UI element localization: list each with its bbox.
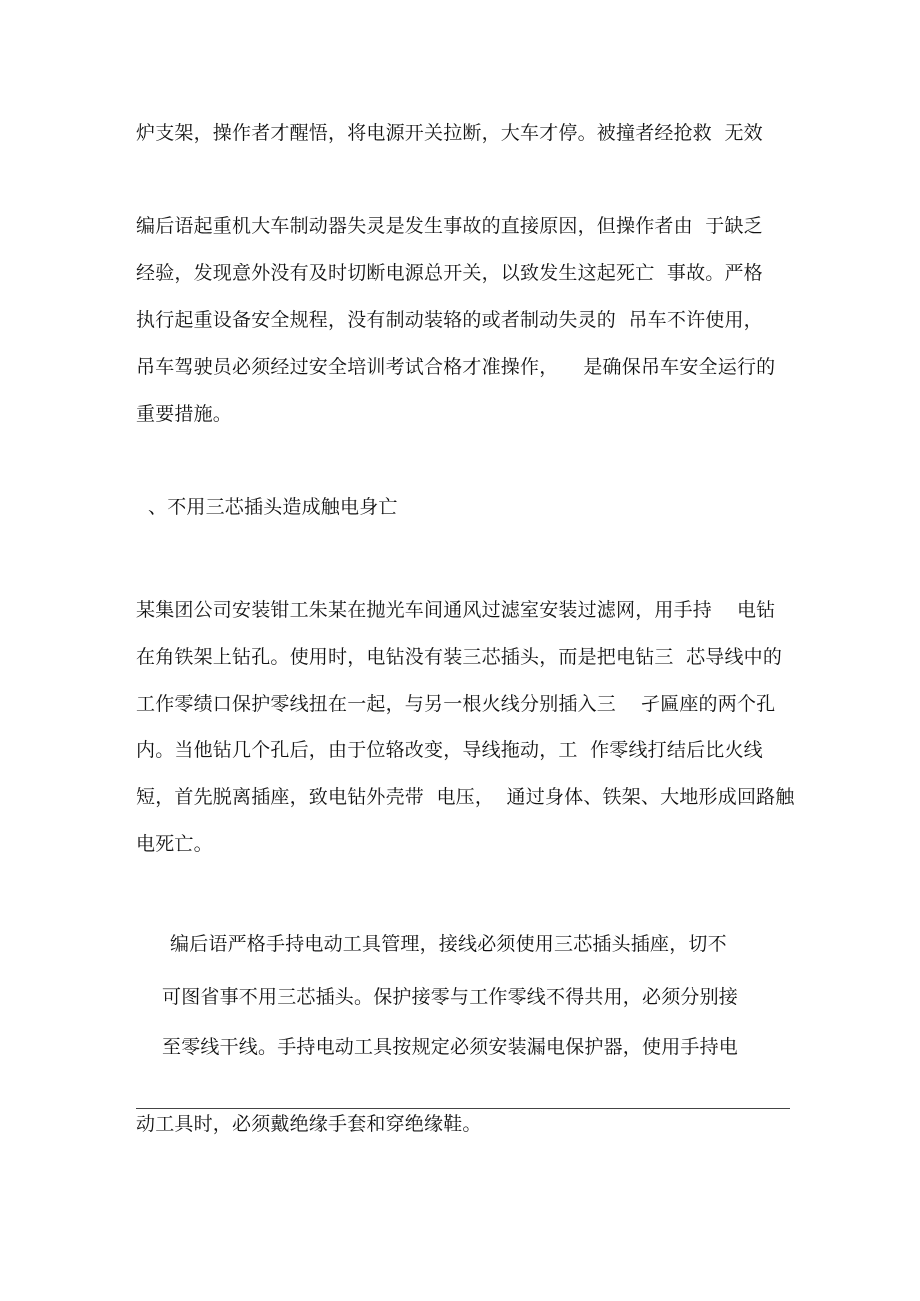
paragraph-3-line-3: 工作零绩口保护零线扭在一起，与另一根火线分别插入三 孑匾座的两个孔 [136, 693, 776, 715]
paragraph-2-line-5: 重要措施。 [136, 403, 233, 425]
paragraph-2-line-3: 执行起重设备安全规程，没有制动装辂的或者制动失灵的 吊车不许使用， [136, 309, 763, 331]
paragraph-3-line-6: 电死亡。 [136, 833, 213, 855]
paragraph-4-line-2: 可图省事不用三芯插头。保护接零与工作零线不得共用，必须分别接 [162, 986, 739, 1008]
paragraph-3-line-5: 短，首先脱离插座，致电钻外壳带 电压， 通过身体、铁架、大地形成回路触 [136, 786, 795, 808]
paragraph-3-line-2: 在角铁架上钻孔。使用时，电钻没有装三芯插头，而是把电钻三 芯导线中的 [136, 646, 783, 668]
paragraph-2-line-4: 吊车驾驶员必须经过安全培训考试合格才准操作， 是确保吊车安全运行的 [136, 356, 776, 378]
paragraph-4-line-1: 编后语严格手持电动工具管理，接线必须使用三芯插头插座，切不 [170, 933, 727, 955]
horizontal-rule [136, 1108, 790, 1109]
paragraph-2-line-2: 经验，发现意外没有及时切断电源总开关，以致发生这起死亡 事故。严格 [136, 262, 763, 284]
paragraph-3-line-4: 内。当他钻几个孔后，由于位辂改变，导线拖动，工 作零线打结后比火线 [136, 739, 763, 761]
paragraph-3-line-1: 某集团公司安装钳工朱某在抛光车间通风过滤室安装过滤网，用手持 电钻 [136, 599, 776, 621]
paragraph-4-line-3: 至零线干线。手持电动工具按规定必须安装漏电保护器，使用手持电 [162, 1036, 739, 1058]
paragraph-1-line-1: 炉支架，操作者才醒悟，将电源开关拉断，大车才停。被撞者经抢救 无效 [136, 122, 763, 144]
paragraph-4-line-4: 动工具时，必须戴绝缘手套和穿绝缘鞋。 [136, 1113, 482, 1135]
paragraph-2-line-1: 编后语起重机大车制动器失灵是发生事故的直接原因，但操作者由 于缺乏 [136, 215, 763, 237]
section-heading: 、不用三芯插头造成触电身亡 [148, 496, 398, 518]
